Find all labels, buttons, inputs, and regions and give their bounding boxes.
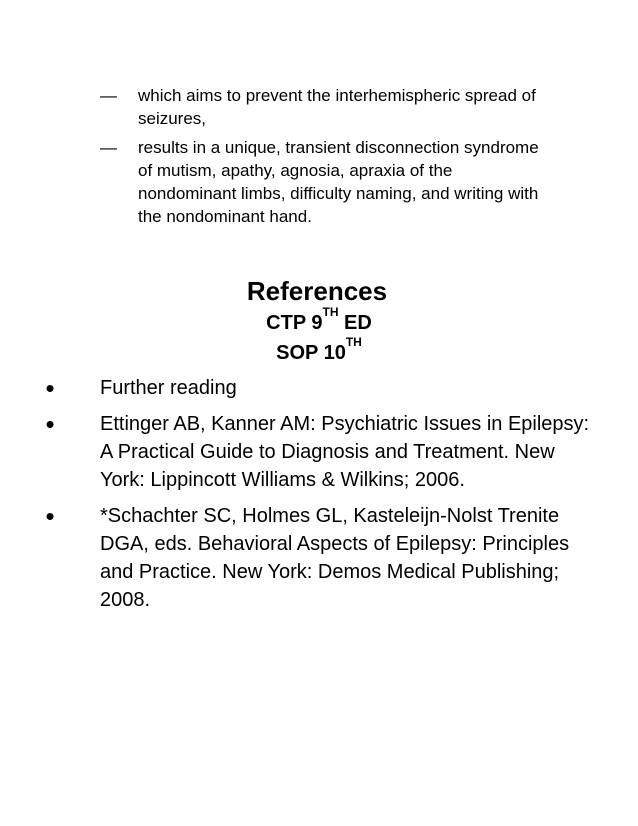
dash-bullet-icon: — <box>100 138 117 157</box>
main-bullet-item <box>38 374 598 402</box>
references-heading-block <box>0 274 638 368</box>
sub-bullet-item <box>100 84 550 130</box>
bullet-dot-icon: • <box>45 373 55 403</box>
sub-bullet-text: results in a unique, transient disconnection syndrome of mutism, apathy, agnosia, apraxia of the nondominant limbs, difficulty naming, and writing with the nondominant hand. <box>138 138 539 226</box>
sub-bullet-list <box>100 84 550 234</box>
reference-sop-superscript: TH <box>345 335 362 349</box>
main-bullet-item <box>38 410 598 494</box>
reference-line-sop <box>0 335 638 368</box>
reference-sop-text: SOP 10 <box>276 342 346 364</box>
sub-bullet-text: which aims to prevent the interhemispheric spread of seizures, <box>138 86 536 128</box>
bullet-dot-icon: • <box>45 409 55 439</box>
main-bullet-list <box>38 374 598 622</box>
reference-line-ctp <box>0 305 638 338</box>
sub-bullet-item <box>100 136 550 228</box>
references-title: References <box>246 276 388 306</box>
main-bullet-item <box>38 502 598 614</box>
reference-ctp-superscript: TH <box>322 305 339 319</box>
main-bullet-text: Ettinger AB, Kanner AM: Psychiatric Issues in Epilepsy: A Practical Guide to Diagnosis and Treatment. New York: Lippincott Williams & Wilkins; 2006. <box>100 413 590 491</box>
reference-ctp-text: CTP 9 <box>266 312 323 334</box>
main-bullet-text: *Schachter SC, Holmes GL, Kasteleijn-Nolst Trenite DGA, eds. Behavioral Aspects of Epilepsy: Principles and Practice. New York: Demos Medical Publishing; 2008. <box>100 505 570 611</box>
bullet-dot-icon: • <box>45 501 55 531</box>
reference-ctp-suffix: ED <box>338 312 372 334</box>
main-bullet-text: Further reading <box>100 377 237 399</box>
dash-bullet-icon: — <box>100 86 117 105</box>
